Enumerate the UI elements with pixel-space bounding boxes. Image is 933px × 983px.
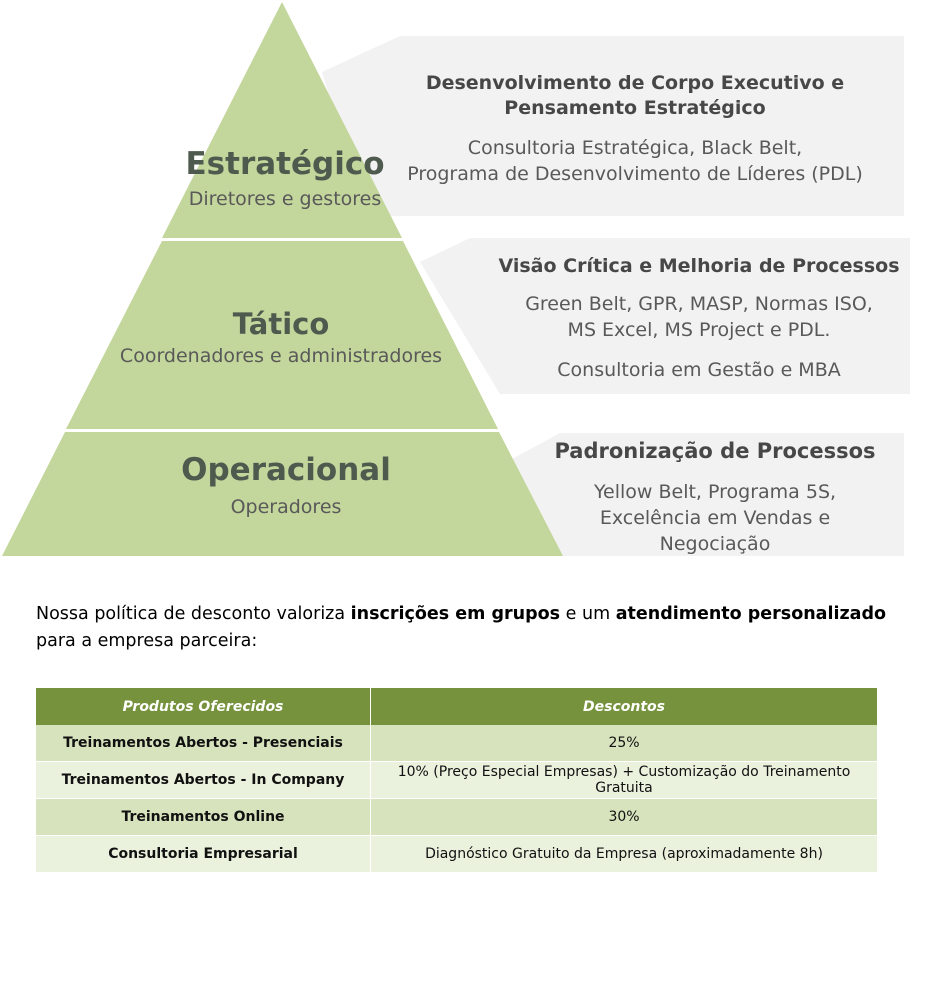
info-tactical (443, 254, 933, 383)
discount-cell: 25% (371, 725, 878, 762)
info-tactical-heading-line: Visão Crítica e Melhoria de Processos (498, 255, 900, 277)
product-cell: Treinamentos Abertos - Presenciais (36, 725, 371, 762)
info-operational-heading-line: Padronização de Processos (554, 439, 876, 463)
info-strategic (390, 71, 880, 187)
intro-bold-group: inscrições em grupos (350, 604, 561, 624)
info-tactical-body-line: Green Belt, GPR, MASP, Normas ISO, (525, 293, 873, 315)
tier-tactical-title: Tático (232, 307, 330, 341)
info-operational-body-line: Excelência em Vendas e (599, 507, 831, 529)
product-cell: Treinamentos Online (36, 799, 371, 836)
intro-text-1: Nossa política de desconto valoriza (36, 604, 351, 624)
discount-cell: 10% (Preço Especial Empresas) + Customização do Treinamento Gratuita (371, 762, 878, 799)
info-operational (540, 438, 890, 557)
discount-cell: 30% (371, 799, 878, 836)
tier-operational-title: Operacional (181, 452, 391, 488)
intro-text-2: e um (560, 604, 616, 624)
product-cell: Treinamentos Abertos - In Company (36, 762, 371, 799)
info-tactical-extra-line: Consultoria em Gestão e MBA (557, 359, 841, 381)
discount-table (36, 688, 878, 873)
tier-strategic-title: Estratégico (185, 146, 385, 182)
tier-tactical (100, 307, 462, 367)
discount-policy-paragraph (36, 601, 906, 655)
table-header-row (36, 688, 878, 725)
tier-strategic (170, 146, 400, 210)
table-row (36, 762, 878, 799)
header-discounts: Descontos (371, 688, 878, 725)
info-strategic-body-line: Consultoria Estratégica, Black Belt, (467, 137, 803, 159)
info-tactical-body-line: MS Excel, MS Project e PDL. (567, 319, 831, 341)
discount-cell: Diagnóstico Gratuito da Empresa (aproximadamente 8h) (371, 836, 878, 873)
info-operational-body-line: Negociação (659, 533, 771, 555)
intro-bold-service: atendimento personalizado (615, 604, 887, 624)
tier-tactical-subtitle: Coordenadores e administradores (119, 345, 443, 367)
tier-operational (150, 452, 422, 518)
intro-text-3: para a empresa parceira: (36, 631, 258, 651)
info-strategic-heading-line: Pensamento Estratégico (504, 97, 766, 119)
info-strategic-body-line: Programa de Desenvolvimento de Líderes (PDL) (407, 163, 863, 185)
table-row (36, 799, 878, 836)
tier-strategic-subtitle: Diretores e gestores (188, 188, 382, 210)
info-operational-body-line: Yellow Belt, Programa 5S, (593, 481, 837, 503)
info-strategic-heading-line: Desenvolvimento de Corpo Executivo e (425, 72, 845, 94)
table-row (36, 836, 878, 873)
tier-operational-subtitle: Operadores (230, 496, 342, 518)
product-cell: Consultoria Empresarial (36, 836, 371, 873)
table-row (36, 725, 878, 762)
header-products: Produtos Oferecidos (36, 688, 371, 725)
